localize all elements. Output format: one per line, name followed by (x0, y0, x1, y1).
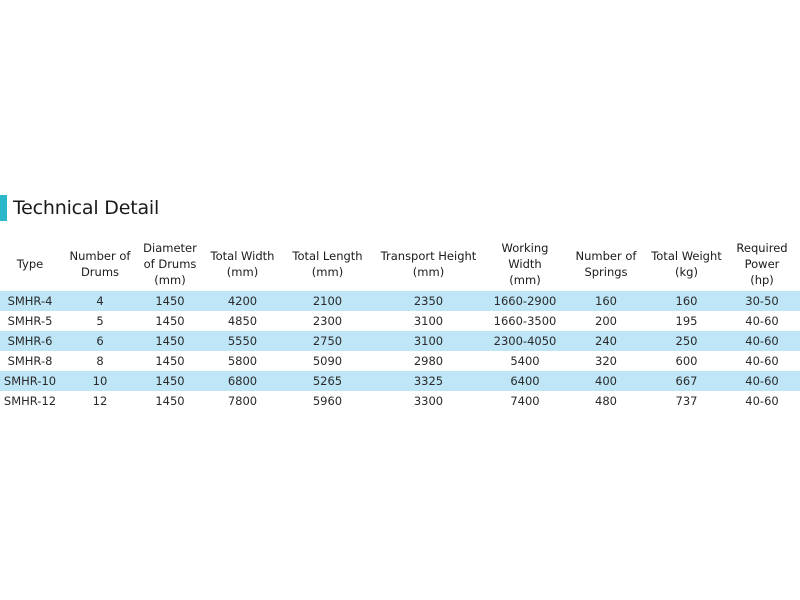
cell-number-of-drums: 10 (60, 371, 140, 391)
technical-detail-table (0, 236, 800, 411)
section-heading (0, 195, 159, 221)
header-total-width: Total Width (mm) (210, 248, 275, 279)
cell-number-of-springs: 480 (595, 394, 617, 408)
table-row (0, 331, 800, 351)
cell-transport-height: 2350 (370, 291, 487, 311)
header-total-weight: Total Weight (kg) (651, 248, 722, 279)
cell-diameter-of-drums: 1450 (155, 314, 185, 328)
cell-required-power: 40-60 (745, 394, 779, 408)
cell-type: SMHR-5 (7, 314, 53, 328)
cell-transport-height: 3100 (370, 331, 487, 351)
cell-required-power: 40-60 (745, 314, 779, 328)
cell-total-weight: 250 (649, 331, 724, 351)
table-row (0, 291, 800, 311)
cell-number-of-drums: 4 (60, 291, 140, 311)
cell-number-of-springs: 160 (563, 291, 649, 311)
cell-working-width: 2300-4050 (487, 331, 563, 351)
cell-number-of-springs: 400 (563, 371, 649, 391)
cell-working-width: 6400 (487, 371, 563, 391)
header-total-length: Total Length (mm) (292, 248, 363, 279)
table-row (0, 391, 800, 411)
table-row (0, 371, 800, 391)
cell-type: SMHR-6 (0, 331, 60, 351)
cell-required-power: 40-60 (724, 371, 800, 391)
cell-total-width: 5800 (227, 354, 258, 368)
cell-number-of-springs: 320 (595, 354, 617, 368)
cell-required-power: 40-60 (745, 354, 779, 368)
cell-diameter-of-drums: 1450 (140, 371, 200, 391)
cell-total-length: 5090 (312, 354, 343, 368)
header-number-of-drums: Number of Drums (69, 248, 131, 279)
cell-total-length: 5960 (312, 394, 343, 408)
cell-total-width: 4200 (200, 291, 285, 311)
cell-total-weight: 600 (675, 354, 698, 368)
cell-type: SMHR-4 (0, 291, 60, 311)
cell-total-length: 5265 (285, 371, 370, 391)
cell-total-length: 2100 (285, 291, 370, 311)
cell-type: SMHR-10 (0, 371, 60, 391)
cell-number-of-springs: 200 (595, 314, 617, 328)
cell-total-width: 6800 (200, 371, 285, 391)
cell-total-width: 7800 (227, 394, 258, 408)
cell-total-weight: 195 (675, 314, 698, 328)
table-header-row (0, 236, 800, 291)
cell-number-of-springs: 240 (563, 331, 649, 351)
cell-working-width: 1660-3500 (493, 314, 557, 328)
cell-number-of-drums: 12 (92, 394, 108, 408)
cell-working-width: 5400 (510, 354, 540, 368)
header-transport-height: Transport Height (mm) (380, 248, 477, 279)
header-working-width: Working Width (mm) (501, 240, 549, 287)
cell-diameter-of-drums: 1450 (155, 354, 185, 368)
cell-required-power: 30-50 (724, 291, 800, 311)
cell-type: SMHR-8 (7, 354, 53, 368)
cell-total-width: 5550 (200, 331, 285, 351)
cell-working-width: 1660-2900 (487, 291, 563, 311)
header-number-of-springs: Number of Springs (575, 248, 637, 279)
header-diameter-of-drums: Diameter of Drums (mm) (143, 240, 197, 287)
cell-transport-height: 3325 (370, 371, 487, 391)
cell-number-of-drums: 6 (60, 331, 140, 351)
cell-working-width: 7400 (510, 394, 540, 408)
header-required-power: Required Power (hp) (736, 240, 788, 287)
cell-total-width: 4850 (227, 314, 258, 328)
cell-transport-height: 3100 (413, 314, 444, 328)
cell-number-of-drums: 8 (96, 354, 104, 368)
table-row (0, 311, 800, 331)
header-type: Type (16, 256, 44, 271)
cell-diameter-of-drums: 1450 (140, 291, 200, 311)
cell-diameter-of-drums: 1450 (155, 394, 185, 408)
cell-total-length: 2300 (312, 314, 343, 328)
cell-type: SMHR-12 (3, 394, 57, 408)
cell-total-weight: 160 (649, 291, 724, 311)
cell-transport-height: 2980 (413, 354, 444, 368)
heading-accent-bar (0, 195, 7, 221)
table-row (0, 351, 800, 371)
cell-diameter-of-drums: 1450 (140, 331, 200, 351)
cell-transport-height: 3300 (413, 394, 444, 408)
cell-total-weight: 667 (649, 371, 724, 391)
cell-number-of-drums: 5 (96, 314, 104, 328)
cell-required-power: 40-60 (724, 331, 800, 351)
cell-total-length: 2750 (285, 331, 370, 351)
cell-total-weight: 737 (675, 394, 698, 408)
section-title: Technical Detail (13, 197, 160, 219)
